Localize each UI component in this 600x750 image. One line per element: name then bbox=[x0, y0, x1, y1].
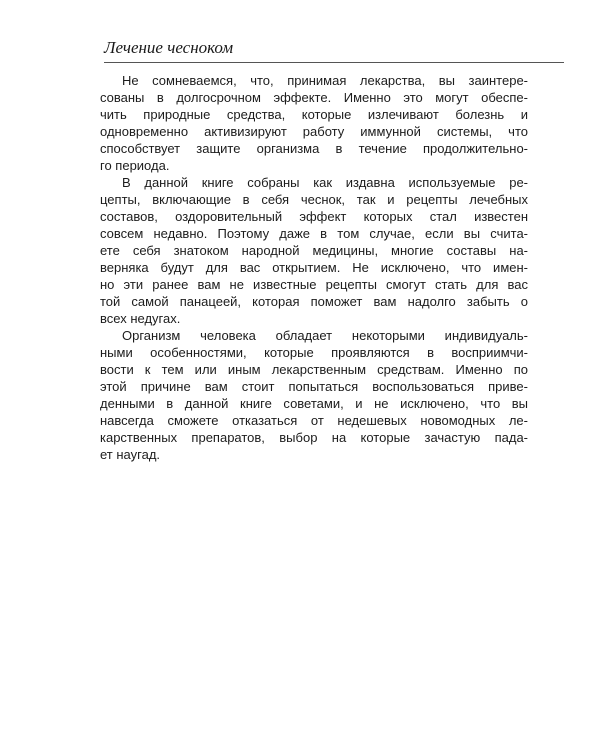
body-text bbox=[100, 72, 528, 463]
text-line: ными особенностями, которые проявляются в восприимчи- bbox=[100, 345, 528, 360]
text-line: карственных препаратов, выбор на которые зачастую пада- bbox=[100, 430, 528, 445]
text-line: Организм человека обладает некоторыми индивидуаль- bbox=[122, 328, 528, 343]
text-line: способствует защите организма в течение продолжительно- bbox=[100, 141, 528, 156]
text-line: Не сомневаемся, что, принимая лекарства, вы заинтере- bbox=[122, 73, 528, 88]
text-line: но эти ранее вам не известные рецепты смогут стать для вас bbox=[100, 277, 528, 292]
text-line: совсем недавно. Поэтому даже в том случае, если вы счита- bbox=[100, 226, 528, 241]
text-line: вости к тем или иным лекарственным средствам. Именно по bbox=[100, 362, 528, 377]
text-line: В данной книге собраны как издавна используемые ре- bbox=[122, 175, 528, 190]
running-title: Лечение чесноком bbox=[104, 38, 234, 57]
paragraph-2 bbox=[100, 174, 528, 327]
paragraph-3 bbox=[100, 327, 528, 463]
text-line: всех недугах. bbox=[100, 311, 181, 326]
text-line: составов, оздоровительный эффект которых стал известен bbox=[100, 209, 528, 224]
running-header bbox=[104, 38, 564, 66]
header-rule bbox=[104, 62, 564, 63]
text-line: цепты, включающие в себя чеснок, так и рецепты лечебных bbox=[100, 192, 528, 207]
text-line: ет наугад. bbox=[100, 447, 161, 462]
text-line: навсегда сможете отказаться от недешевых новомодных ле- bbox=[100, 413, 528, 428]
text-line: этой причине вам стоит попытаться воспользоваться приве- bbox=[100, 379, 528, 394]
text-line: одновременно активизируют работу иммунной системы, что bbox=[100, 124, 528, 139]
text-line: го периода. bbox=[100, 158, 170, 173]
text-line: той самой панацеей, которая поможет вам надолго забыть о bbox=[100, 294, 528, 309]
text-line: чить природные средства, которые излечивают болезнь и bbox=[100, 107, 528, 122]
paragraph-1 bbox=[100, 72, 528, 174]
text-line: верняка будут для вас открытием. Не исключено, что имен- bbox=[100, 260, 528, 275]
text-line: ете себя знатоком народной медицины, многие составы на- bbox=[100, 243, 528, 258]
text-line: денными в данной книге советами, и не исключено, что вы bbox=[100, 396, 528, 411]
text-line: сованы в долгосрочном эффекте. Именно это могут обеспе- bbox=[100, 90, 528, 105]
